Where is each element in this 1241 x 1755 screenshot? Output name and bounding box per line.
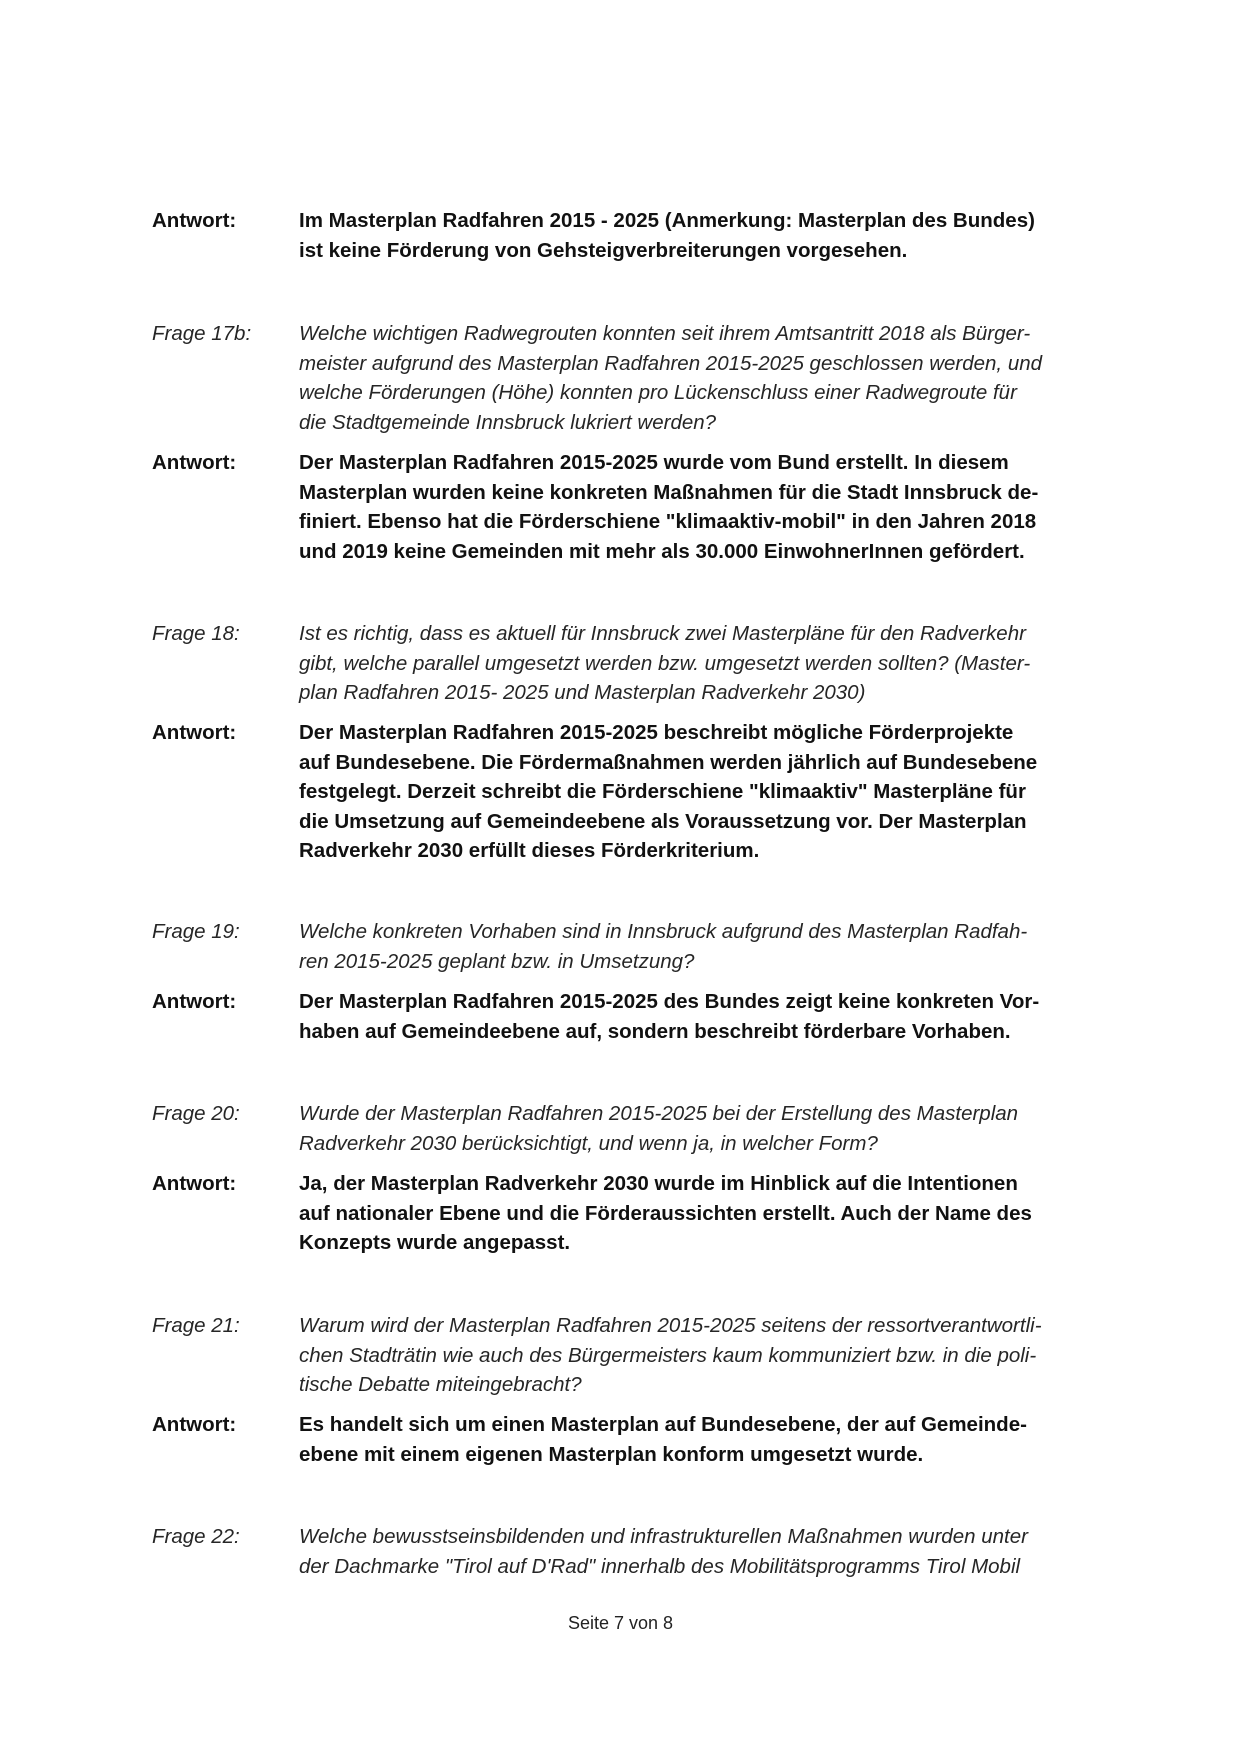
text-line: Der Masterplan Radfahren 2015-2025 des Bundes zeigt keine konkreten Vor- [299, 990, 1040, 1013]
text-line: Der Masterplan Radfahren 2015-2025 wurde vom Bund erstellt. In diesem [299, 451, 1009, 474]
question-label: Frage 20: [152, 1102, 240, 1125]
answer-label: Antwort: [152, 990, 237, 1013]
question-label: Frage 19: [152, 920, 240, 943]
text-line: ebene mit einem eigenen Masterplan konform umgesetzt wurde. [299, 1442, 924, 1466]
question-label: Frage 18: [152, 622, 240, 645]
page-number: Seite 7 von 8 [567, 1613, 674, 1633]
text-line: die Umsetzung auf Gemeindeebene als Voraussetzung vor. Der Masterplan [299, 809, 1027, 833]
answer-text [299, 1169, 1241, 1258]
text-line: Wurde der Masterplan Radfahren 2015-2025 bei der Erstellung des Masterplan [299, 1102, 1019, 1125]
question-text [299, 1311, 1241, 1400]
question-text [299, 1522, 1241, 1581]
text-line: Ja, der Masterplan Radverkehr 2030 wurde im Hinblick auf die Intentionen [299, 1172, 1018, 1195]
question-text [299, 917, 1241, 976]
answer-text [299, 1410, 1241, 1469]
text-line: chen Stadträtin wie auch des Bürgermeisters kaum kommuniziert bzw. in die poli- [299, 1343, 1037, 1367]
text-line: Welche wichtigen Radwegrouten konnten seit ihrem Amtsantritt 2018 als Bürger- [299, 322, 1031, 345]
text-line: plan Radfahren 2015- 2025 und Masterplan Radverkehr 2030) [299, 681, 866, 704]
question-label: Frage 21: [152, 1314, 240, 1337]
text-line: festgelegt. Derzeit schreibt die Förderschiene "klimaaktiv" Masterpläne für [299, 780, 1026, 803]
question-text [299, 619, 1241, 708]
text-line: meister aufgrund des Masterplan Radfahren 2015-2025 geschlossen werden, und [299, 351, 1043, 375]
text-line: Der Masterplan Radfahren 2015-2025 beschreibt mögliche Förderprojekte [299, 721, 1014, 744]
text-line: ren 2015-2025 geplant bzw. in Umsetzung? [299, 949, 695, 973]
text-line: gibt, welche parallel umgesetzt werden bzw. umgesetzt werden sollten? (Master- [299, 651, 1031, 675]
text-line: Radverkehr 2030 berücksichtigt, und wenn ja, in welcher Form? [299, 1131, 878, 1155]
text-line: Konzepts wurde angepasst. [299, 1231, 571, 1254]
answer-text [299, 448, 1241, 566]
text-line: Ist es richtig, dass es aktuell für Innsbruck zwei Masterpläne für den Radverkehr [299, 622, 1026, 645]
answer-label: Antwort: [152, 1413, 237, 1436]
text-line: und 2019 keine Gemeinden mit mehr als 30.000 EinwohnerInnen gefördert. [299, 539, 1025, 563]
text-line: Welche konkreten Vorhaben sind in Innsbruck aufgrund des Masterplan Radfah- [299, 920, 1028, 943]
answer-label: Antwort: [152, 209, 237, 232]
text-line: auf nationaler Ebene und die Förderaussichten erstellt. Auch der Name des [299, 1201, 1032, 1225]
text-line: der Dachmarke "Tirol auf D'Rad" innerhalb des Mobilitätsprogramms Tirol Mobil [299, 1554, 1021, 1578]
answer-label: Antwort: [152, 451, 237, 474]
question-text [299, 319, 1241, 437]
text-line: tische Debatte miteingebracht? [299, 1373, 582, 1396]
question-label: Frage 22: [152, 1525, 240, 1548]
text-line: ist keine Förderung von Gehsteigverbreiterungen vorgesehen. [299, 238, 908, 262]
text-line: auf Bundesebene. Die Fördermaßnahmen werden jährlich auf Bundesebene [299, 750, 1038, 774]
text-line: die Stadtgemeinde Innsbruck lukriert werden? [299, 410, 717, 434]
answer-label: Antwort: [152, 721, 237, 744]
text-line: Welche bewusstseinsbildenden und infrastrukturellen Maßnahmen wurden unter [299, 1525, 1028, 1548]
text-line: welche Förderungen (Höhe) konnten pro Lückenschluss einer Radwegroute für [299, 381, 1017, 404]
answer-text [299, 718, 1241, 866]
answer-text [299, 206, 1241, 265]
question-label: Frage 17b: [152, 322, 252, 345]
question-text [299, 1099, 1241, 1158]
text-line: Warum wird der Masterplan Radfahren 2015-2025 seitens der ressortverantwortli- [299, 1314, 1042, 1337]
answer-label: Antwort: [152, 1172, 237, 1195]
text-line: Masterplan wurden keine konkreten Maßnahmen für die Stadt Innsbruck de- [299, 480, 1039, 504]
text-line: haben auf Gemeindeebene auf, sondern beschreibt förderbare Vorhaben. [299, 1019, 1011, 1043]
text-line: Radverkehr 2030 erfüllt dieses Förderkriterium. [299, 839, 760, 862]
text-line: Im Masterplan Radfahren 2015 - 2025 (Anmerkung: Masterplan des Bundes) [299, 209, 1035, 232]
text-line: finiert. Ebenso hat die Förderschiene "klimaaktiv-mobil" in den Jahren 2018 [299, 510, 1037, 533]
answer-text [299, 987, 1241, 1046]
text-line: Es handelt sich um einen Masterplan auf Bundesebene, der auf Gemeinde- [299, 1413, 1027, 1436]
